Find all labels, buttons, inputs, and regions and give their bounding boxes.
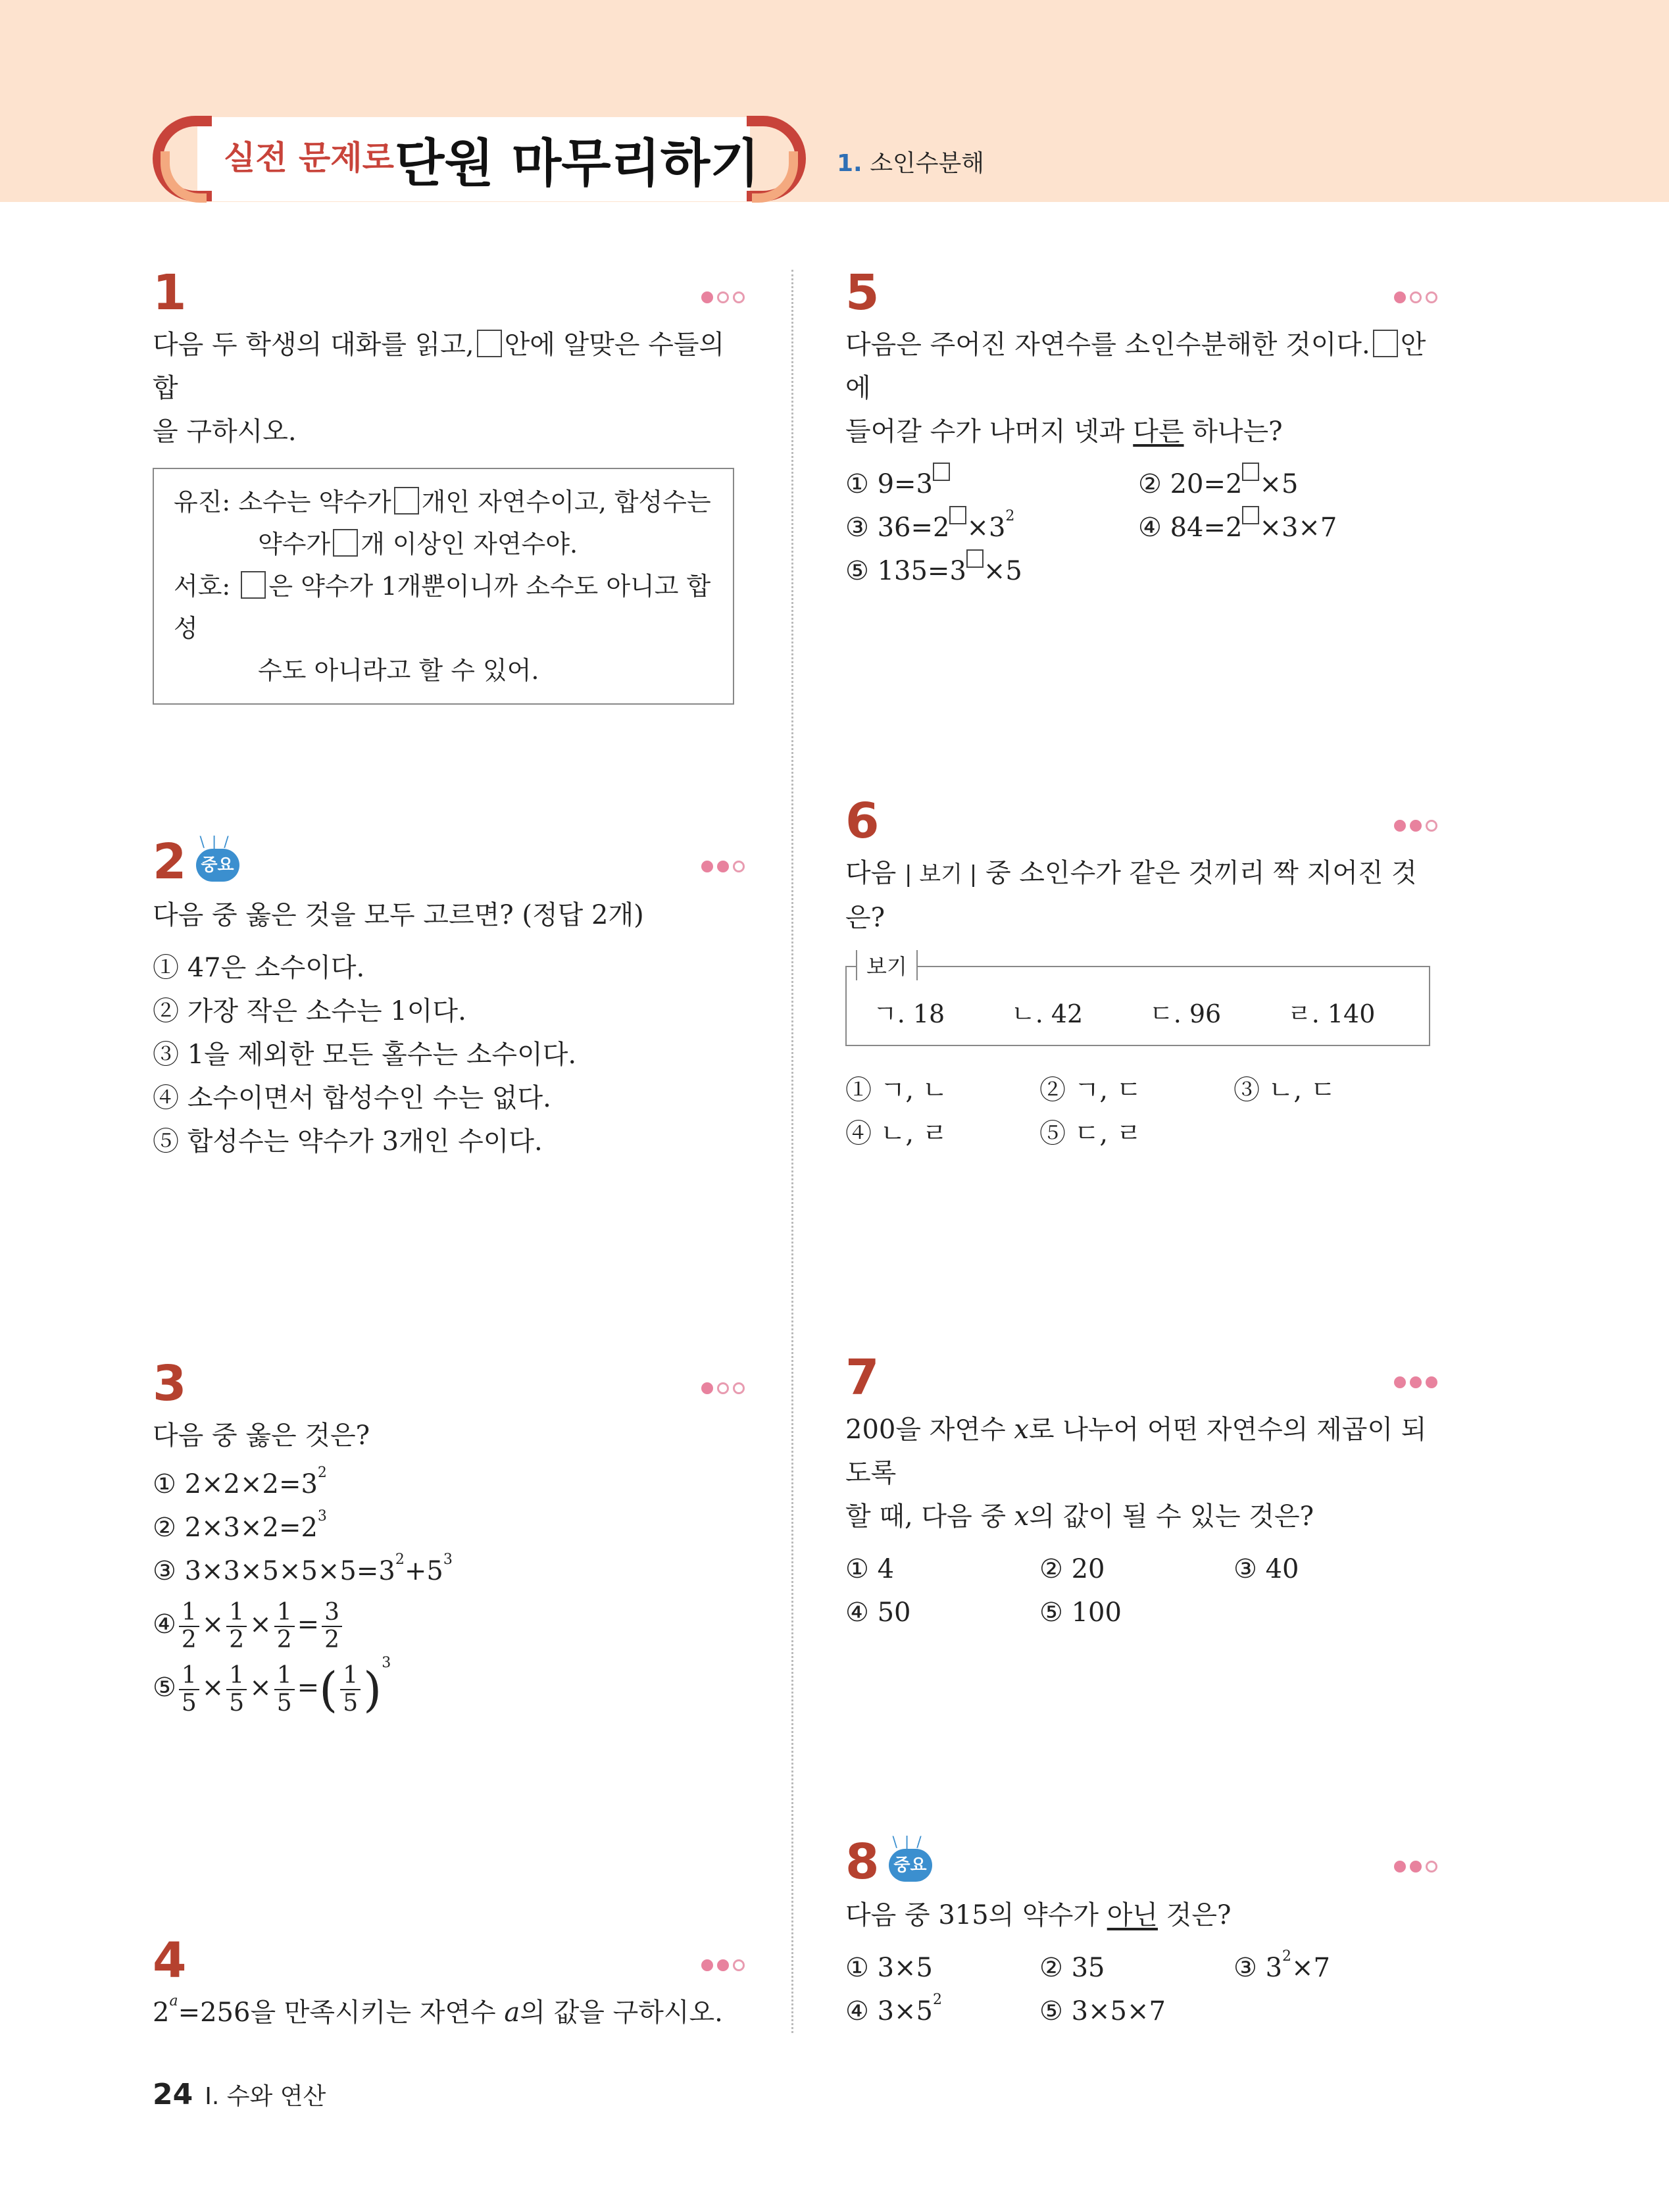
difficulty-dot (717, 1382, 729, 1394)
bogi-item: ㄹ. 140 (1287, 999, 1376, 1028)
stem-text: 을 구하시오. (153, 416, 297, 447)
difficulty-dot (1410, 820, 1422, 832)
question-number: 8 (845, 1834, 880, 1890)
numerator: 1 (226, 1599, 247, 1627)
variable: x (1014, 1415, 1029, 1445)
denominator: 2 (276, 1626, 292, 1653)
difficulty-dot (1394, 291, 1406, 303)
denominator: 2 (181, 1626, 197, 1653)
dialogue-text: 소수는 약수가 (238, 488, 391, 516)
question-3 (153, 1357, 745, 1717)
option[interactable] (153, 1506, 745, 1549)
question-8 (845, 1836, 1437, 2033)
numerator: 1 (274, 1599, 295, 1627)
difficulty-dot (1394, 1376, 1406, 1388)
question-number: 3 (153, 1355, 187, 1412)
blank-box (1373, 330, 1398, 357)
exponent: 3 (443, 1551, 453, 1568)
option-marker: ④ (153, 1609, 176, 1640)
options-list (845, 1068, 1437, 1155)
option[interactable]: ③ 40 (1233, 1554, 1299, 1584)
option-text: ×5 (983, 556, 1022, 586)
option[interactable] (1138, 506, 1431, 549)
dialogue-text: 개인 자연수이고, 합성수는 (421, 488, 711, 516)
question-stem (153, 323, 745, 453)
difficulty-indicator (1394, 291, 1437, 303)
stem-text: 로 나누어 어떤 자연수의 제곱이 되도록 (845, 1415, 1427, 1488)
question-stem (153, 1991, 745, 2034)
numerator: 1 (274, 1663, 295, 1690)
option[interactable] (845, 506, 1138, 549)
denominator: 5 (343, 1690, 359, 1717)
option[interactable] (153, 1549, 745, 1593)
question-stem (845, 1408, 1437, 1538)
fraction (226, 1599, 247, 1653)
important-badge: \ | / 중요 (196, 849, 239, 882)
question-number: 2 (153, 834, 187, 890)
dialogue-text: 약수가 (258, 530, 331, 559)
chapter-number: 1. (837, 150, 862, 177)
difficulty-dot (701, 861, 713, 872)
variable: a (504, 1998, 520, 2028)
option[interactable]: ② ㄱ, ㄷ (1039, 1075, 1142, 1105)
bogi-reference: | 보기 | (905, 861, 978, 888)
option[interactable] (153, 1655, 745, 1717)
option[interactable]: ③ 1을 제외한 모든 홀수는 소수이다. (153, 1040, 577, 1070)
option[interactable]: ③ ㄴ, ㄷ (1233, 1075, 1336, 1105)
difficulty-dot (701, 291, 713, 303)
page-number: 24 (153, 2078, 193, 2111)
option[interactable]: ⑤ ㄷ, ㄹ (1039, 1119, 1142, 1149)
option-text: ⑤ 135=3 (845, 556, 966, 586)
question-number: 4 (153, 1932, 187, 1989)
blank-box (933, 463, 950, 481)
difficulty-indicator (1394, 1861, 1437, 1873)
blank-box (241, 571, 266, 599)
question-number: 6 (845, 793, 880, 849)
question-4 (153, 1934, 745, 2034)
exponent: 2 (933, 1992, 942, 2008)
option-text: ×3×7 (1259, 513, 1337, 543)
difficulty-dot (1426, 1376, 1437, 1388)
option-marker: ⑤ (153, 1672, 176, 1703)
option[interactable]: ② 20 (1039, 1554, 1105, 1584)
options-list (845, 1547, 1437, 1634)
stem-text: 안에 (845, 330, 1426, 403)
blank-box (1242, 463, 1259, 481)
numerator: 1 (226, 1663, 247, 1690)
fraction (274, 1599, 295, 1653)
option-text: ③ 3×3×5×5×5=3 (153, 1556, 395, 1586)
difficulty-indicator (701, 291, 745, 303)
dialogue-text: 개 이상인 자연수야. (361, 530, 578, 559)
option-text: ×7 (1291, 1953, 1330, 1983)
stem-text: 들어갈 수가 나머지 넷과 (845, 416, 1125, 447)
option[interactable] (845, 463, 1138, 506)
bogi-item: ㄴ. 42 (1011, 999, 1084, 1028)
stem-text: 200을 자연수 (845, 1415, 1006, 1445)
difficulty-dot (1394, 820, 1406, 832)
difficulty-dot (701, 1382, 713, 1394)
difficulty-dot (1410, 1376, 1422, 1388)
difficulty-indicator (701, 1959, 745, 1971)
denominator: 5 (276, 1690, 292, 1717)
stem-text: 것은? (1166, 1900, 1232, 1930)
operator: × (249, 1609, 272, 1640)
fraction (340, 1663, 361, 1717)
blank-box (1242, 506, 1259, 524)
bogi-label: 보기 (856, 950, 918, 980)
stem-text: 다음 두 학생의 대화를 읽고, (153, 330, 474, 360)
blank-box (966, 549, 984, 568)
bogi-items (873, 993, 1426, 1030)
question-number: 1 (153, 264, 187, 321)
difficulty-dot (1426, 291, 1437, 303)
operator: = (297, 1609, 320, 1640)
options-list (845, 1946, 1437, 2033)
difficulty-dot (1410, 1861, 1422, 1873)
operator: × (201, 1672, 224, 1703)
option[interactable]: ② 35 (1039, 1953, 1105, 1983)
option-text: ② 20=2 (1138, 469, 1243, 499)
question-1 (153, 266, 745, 705)
option[interactable]: ① 47은 소수이다. (153, 953, 365, 983)
denominator: 2 (229, 1626, 245, 1653)
options-list (845, 463, 1437, 593)
question-number: 5 (845, 264, 880, 321)
numerator: 3 (322, 1599, 342, 1627)
difficulty-dot (717, 1959, 729, 1971)
blank-box (394, 487, 419, 515)
stem-text: 2 (153, 1998, 170, 2028)
option[interactable] (1233, 1946, 1428, 1990)
fraction (226, 1663, 247, 1717)
option[interactable]: ② 가장 작은 소수는 1이다. (153, 996, 466, 1026)
question-stem (845, 323, 1437, 453)
exponent: 2 (395, 1551, 405, 1568)
stem-text: 하나는? (1192, 416, 1283, 447)
section-title-big: 단원 마무리하기 (395, 134, 760, 193)
stem-text: 할 때, 다음 중 (845, 1501, 1007, 1532)
difficulty-dot (1410, 291, 1422, 303)
stem-text: 다음은 주어진 자연수를 소인수분해한 것이다. (845, 330, 1370, 360)
bogi-item: ㄱ. 18 (873, 999, 945, 1028)
question-stem: 다음 중 옳은 것을 모두 고르면? (정답 2개) (153, 900, 644, 930)
question-2 (153, 836, 745, 1163)
question-stem (845, 1894, 1437, 1937)
difficulty-dot (717, 861, 729, 872)
denominator: 2 (324, 1626, 340, 1653)
question-number: 7 (845, 1349, 880, 1406)
chapter-label (837, 145, 984, 178)
stem-text: 다음 (845, 858, 897, 888)
question-stem: 다음 중 옳은 것은? (153, 1420, 370, 1451)
options-list (153, 1463, 745, 1717)
underlined-text: 아닌 (1107, 1900, 1158, 1930)
difficulty-indicator (1394, 820, 1437, 832)
option[interactable]: ① ㄱ, ㄴ (845, 1075, 948, 1105)
question-5 (845, 266, 1437, 593)
blank-box (477, 330, 502, 357)
question-7 (845, 1351, 1437, 1634)
option[interactable]: ① 3×5 (845, 1953, 933, 1983)
blank-box (949, 506, 966, 524)
option[interactable] (153, 1599, 745, 1653)
option[interactable] (845, 549, 1138, 593)
option-text: ④ 84=2 (1138, 513, 1243, 543)
option[interactable]: ⑤ 합성수는 약수가 3개인 수이다. (153, 1126, 543, 1157)
blank-box (333, 529, 358, 557)
option[interactable]: ⑤ 100 (1039, 1597, 1122, 1628)
difficulty-dot (733, 1382, 745, 1394)
option[interactable]: ⑤ 3×5×7 (1039, 1996, 1166, 2026)
difficulty-dot (1426, 1861, 1437, 1873)
option-text: ① 9=3 (845, 469, 933, 499)
numerator: 1 (179, 1599, 199, 1627)
paren: ( (319, 1662, 338, 1717)
page-footer (153, 2078, 326, 2111)
difficulty-dot (733, 1959, 745, 1971)
denominator: 5 (181, 1690, 197, 1717)
paren: ) (363, 1662, 382, 1717)
options-list (153, 946, 745, 1163)
difficulty-dot (733, 861, 745, 872)
fraction (179, 1663, 199, 1717)
exponent: 2 (317, 1465, 327, 1481)
exponent: 3 (382, 1655, 391, 1671)
section-title-small: 실전 문제로 (224, 139, 394, 177)
difficulty-indicator (701, 1382, 745, 1394)
question-6 (845, 795, 1437, 1155)
operator: × (249, 1672, 272, 1703)
exponent: 2 (1005, 508, 1015, 524)
fraction (322, 1599, 342, 1653)
option[interactable]: ① 4 (845, 1554, 895, 1584)
operator: × (201, 1609, 224, 1640)
option[interactable] (1138, 463, 1431, 506)
difficulty-dot (1426, 820, 1437, 832)
stem-text: 의 값을 구하시오. (520, 1998, 723, 2028)
underlined-text: 다른 (1133, 416, 1184, 447)
option[interactable]: ④ ㄴ, ㄹ (845, 1119, 948, 1149)
fraction (274, 1663, 295, 1717)
operator: = (297, 1672, 320, 1703)
stem-text: 중 소인수가 같은 것끼리 짝 지어진 것은? (845, 858, 1417, 933)
exponent: 3 (317, 1508, 327, 1524)
option-text: ×5 (1259, 469, 1299, 499)
unit-label: I. 수와 연산 (205, 2083, 326, 2110)
variable: x (1014, 1501, 1030, 1532)
option[interactable]: ④ 50 (845, 1597, 911, 1628)
stem-text: =256을 만족시키는 자연수 (178, 1998, 496, 2028)
difficulty-dot (701, 1959, 713, 1971)
exponent: a (169, 1993, 178, 2009)
question-stem (845, 851, 1437, 940)
denominator: 5 (229, 1690, 245, 1717)
dialogue-box (153, 468, 734, 705)
exponent: 2 (1282, 1948, 1292, 1965)
chapter-name: 소인수분해 (870, 150, 985, 177)
dialogue-text: 수도 아니라고 할 수 있어. (258, 656, 539, 685)
option-text: ① 2×2×2=3 (153, 1469, 318, 1499)
numerator: 1 (340, 1663, 361, 1690)
option[interactable] (153, 1463, 745, 1506)
speaker-label: 서호: (174, 572, 231, 601)
speaker-label: 유진: (174, 488, 231, 516)
option[interactable] (845, 1990, 1039, 2033)
difficulty-indicator (701, 861, 745, 872)
stem-text: 의 값이 될 수 있는 것은? (1029, 1501, 1314, 1532)
option-text: ④ 3×5 (845, 1996, 933, 2026)
difficulty-dot (717, 291, 729, 303)
bogi-item: ㄷ. 96 (1149, 999, 1222, 1028)
important-badge: \ | / 중요 (889, 1849, 932, 1882)
numerator: 1 (179, 1663, 199, 1690)
stem-text: 안에 알맞은 수들의 합 (153, 330, 725, 403)
difficulty-dot (733, 291, 745, 303)
option-text: ③ 36=2 (845, 513, 950, 543)
option-text: ×3 (966, 513, 1006, 543)
option-text: ② 2×3×2=2 (153, 1513, 318, 1543)
option-text: +5 (404, 1556, 443, 1586)
column-divider (791, 270, 793, 2033)
stem-text: 다음 중 315의 약수가 (845, 1900, 1099, 1930)
dialogue-text: 은 약수가 1개뿐이니까 소수도 아니고 합성 (174, 572, 711, 643)
bogi-box (845, 954, 1430, 1046)
difficulty-indicator (1394, 1376, 1437, 1388)
difficulty-dot (1394, 1861, 1406, 1873)
fraction (179, 1599, 199, 1653)
option-text: ③ 3 (1233, 1953, 1283, 1983)
option[interactable]: ④ 소수이면서 합성수인 수는 없다. (153, 1083, 551, 1113)
